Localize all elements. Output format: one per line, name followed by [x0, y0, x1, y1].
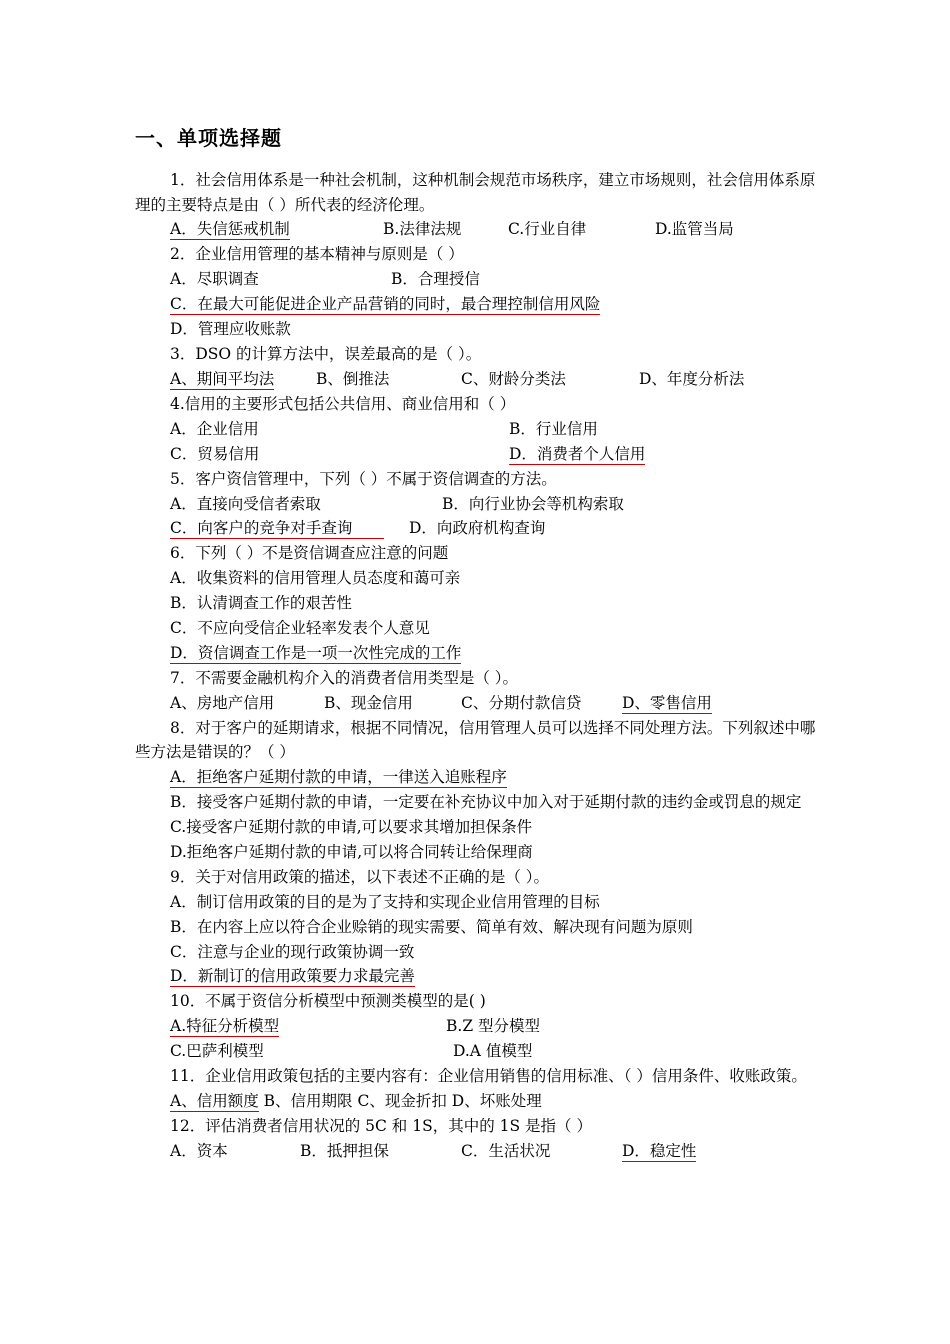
q1-stem-line1: 1．社会信用体系是一种社会机制，这种机制会规范市场秩序，建立市场规则，社会信用体系原	[170, 171, 816, 189]
q10-stem: 10．不属于资信分析模型中预测类模型的是( )	[170, 992, 486, 1010]
q7-option-b: B、现金信用	[324, 694, 413, 712]
q11-option-a-answer: A、信用额度	[170, 1092, 259, 1110]
q3-option-a-answer: A、期间平均法	[170, 370, 275, 388]
q8-option-b: B．接受客户延期付款的申请，一定要在补充协议中加入对于延期付款的违约金或罚息的规定	[170, 793, 802, 811]
q1-option-b: B.法律法规	[383, 220, 462, 238]
q6-option-b: B．认清调查工作的艰苦性	[170, 594, 352, 612]
q2-option-b: B．合理授信	[391, 270, 480, 288]
q3-option-d: D、年度分析法	[639, 370, 745, 388]
q1-stem-line2: 理的主要特点是由（ ）所代表的经济伦理。	[135, 196, 435, 214]
q9-option-a: A．制订信用政策的目的是为了支持和实现企业信用管理的目标	[170, 893, 600, 911]
q12-option-a: A．资本	[170, 1142, 228, 1160]
q2-option-a: A．尽职调查	[170, 270, 259, 288]
q9-stem: 9．关于对信用政策的描述，以下表述不正确的是（ ）。	[170, 868, 550, 886]
q4-option-b: B．行业信用	[509, 420, 598, 438]
q6-option-d-answer: D．资信调查工作是一项一次性完成的工作	[170, 644, 462, 662]
q2-stem: 2．企业信用管理的基本精神与原则是（ ）	[170, 245, 464, 263]
q11-option-d: D、坏账处理	[451, 1092, 542, 1110]
q6-option-a: A．收集资料的信用管理人员态度和蔼可亲	[170, 569, 461, 587]
q4-stem: 4.信用的主要形式包括公共信用、商业信用和（ ）	[170, 395, 516, 413]
q8-stem-line2: 些方法是错误的？（ ）	[135, 743, 295, 761]
q5-option-b: B．向行业协会等机构索取	[442, 495, 624, 513]
q3-stem: 3．DSO 的计算方法中，误差最高的是（ ）。	[170, 345, 482, 363]
q3-option-c: C、财龄分类法	[461, 370, 566, 388]
q12-option-b: B．抵押担保	[300, 1142, 389, 1160]
q6-stem: 6．下列（ ）不是资信调查应注意的问题	[170, 544, 449, 562]
q8-option-c: C.接受客户延期付款的申请,可以要求其增加担保条件	[170, 818, 533, 836]
q9-option-d-answer: D．新制订的信用政策要力求最完善	[170, 967, 415, 985]
q5-option-d: D．向政府机构查询	[409, 519, 546, 537]
q10-option-a-answer: A.特征分析模型	[170, 1017, 280, 1035]
q11-option-c: C、现金折扣	[357, 1092, 447, 1110]
q9-option-c: C．注意与企业的现行政策协调一致	[170, 943, 415, 961]
q2-option-c-answer: C．在最大可能促进企业产品营销的同时，最合理控制信用风险	[170, 295, 601, 313]
q1-option-d: D.监管当局	[655, 220, 734, 238]
q10-option-d: D.A 值模型	[453, 1042, 533, 1060]
q1-option-c: C.行业自律	[508, 220, 587, 238]
section-title: 一、单项选择题	[135, 126, 282, 150]
q4-option-d-answer: D．消费者个人信用	[509, 445, 646, 463]
q12-option-d-answer: D．稳定性	[622, 1142, 697, 1160]
q7-option-a: A、房地产信用	[170, 694, 275, 712]
q10-option-c: C.巴萨利模型	[170, 1042, 264, 1060]
q1-option-a-answer: A．失信惩戒机制	[170, 220, 290, 238]
q6-option-c: C．不应向受信企业轻率发表个人意见	[170, 619, 430, 637]
q12-stem: 12．评估消费者信用状况的 5C 和 1S，其中的 1S 是指（ ）	[170, 1117, 592, 1135]
q4-option-c: C．贸易信用	[170, 445, 260, 463]
q4-option-a: A．企业信用	[170, 420, 259, 438]
q3-option-b: B、倒推法	[316, 370, 390, 388]
q7-option-d-answer: D、零售信用	[622, 694, 712, 712]
q12-option-c: C．生活状况	[461, 1142, 551, 1160]
q2-option-d: D．管理应收账款	[170, 320, 291, 338]
q11-stem: 11．企业信用政策包括的主要内容有：企业信用销售的信用标准、（ ）信用条件、收账政策。	[170, 1067, 807, 1085]
q8-option-a-answer: A．拒绝客户延期付款的申请，一律送入追账程序	[170, 768, 507, 786]
q8-option-d: D.拒绝客户延期付款的申请,可以将合同转让给保理商	[170, 843, 533, 861]
q5-option-c-answer: C．向客户的竞争对手查询	[170, 519, 384, 539]
q8-stem-line1: 8．对于客户的延期请求，根据不同情况，信用管理人员可以选择不同处理方法。下列叙述中哪	[170, 719, 816, 737]
q11-option-b: B、信用期限	[263, 1092, 353, 1110]
q5-option-a: A．直接向受信者索取	[170, 495, 321, 513]
q5-stem: 5．客户资信管理中，下列（ ）不属于资信调查的方法。	[170, 470, 557, 488]
q7-stem: 7．不需要金融机构介入的消费者信用类型是（ ）。	[170, 669, 519, 687]
q9-option-b: B．在内容上应以符合企业赊销的现实需要、简单有效、解决现有问题为原则	[170, 918, 693, 936]
q7-option-c: C、分期付款信贷	[461, 694, 582, 712]
q10-option-b: B.Z 型分模型	[446, 1017, 541, 1035]
